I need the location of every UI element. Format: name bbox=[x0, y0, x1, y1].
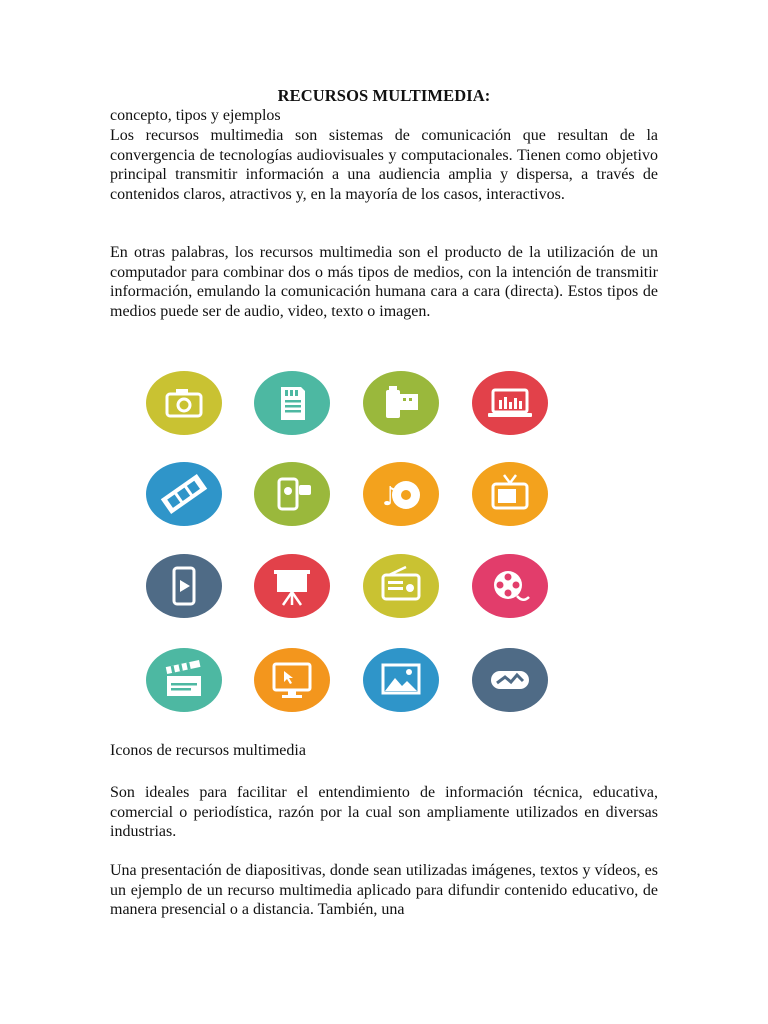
laptop-equalizer-icon bbox=[471, 370, 549, 436]
chat-bubble-icon bbox=[471, 647, 549, 713]
document-title: RECURSOS MULTIMEDIA: bbox=[277, 86, 491, 105]
music-disc-icon bbox=[362, 461, 440, 527]
radio-icon bbox=[362, 553, 440, 619]
smartphone-play-icon bbox=[145, 553, 223, 619]
paragraph-definition: En otras palabras, los recursos multimedia son el producto de la utilización de un computador para combinar dos o más tipos de medios, con la intención de transmitir información, emulando la comunicación humana cara a cara (directa). Estos tipos de medios puede ser de audio, video, texto o imagen. bbox=[110, 244, 658, 320]
monitor-cursor-icon bbox=[253, 647, 331, 713]
film-roll-icon bbox=[362, 370, 440, 436]
paragraph-intro: Los recursos multimedia son sistemas de comunicación que resultan de la convergencia de tecnologías audiovisuales y computacionales. Tienen como objetivo principal transmitir información a una audiencia amplia y dispersa, a través de contenidos claros, atractivos y, en la mayoría de los casos, interactivos. bbox=[110, 127, 658, 203]
film-reel-icon bbox=[471, 553, 549, 619]
clapperboard-icon bbox=[145, 647, 223, 713]
video-camera-icon bbox=[253, 461, 331, 527]
document-subtitle: concepto, tipos y ejemplos bbox=[110, 107, 281, 124]
camera-icon bbox=[145, 370, 223, 436]
sd-card-icon bbox=[253, 370, 331, 436]
paragraph-example: Una presentación de diapositivas, donde sean utilizadas imágenes, textos y vídeos, es un ejemplo de un recurso multimedia aplicado para difundir contenido educativo, de manera presencial o a distancia. También, una bbox=[110, 862, 658, 919]
image-caption: Iconos de recursos multimedia bbox=[110, 742, 306, 759]
picture-icon bbox=[362, 647, 440, 713]
multimedia-icons-image bbox=[140, 364, 560, 719]
svg-text:♪: ♪ bbox=[382, 482, 399, 512]
presentation-board-icon bbox=[253, 553, 331, 619]
television-icon bbox=[471, 461, 549, 527]
film-strip-icon bbox=[145, 461, 223, 527]
paragraph-uses: Son ideales para facilitar el entendimiento de información técnica, educativa, comercial o periodística, razón por la cual son ampliamente utilizados en diversas industrias. bbox=[110, 784, 658, 841]
